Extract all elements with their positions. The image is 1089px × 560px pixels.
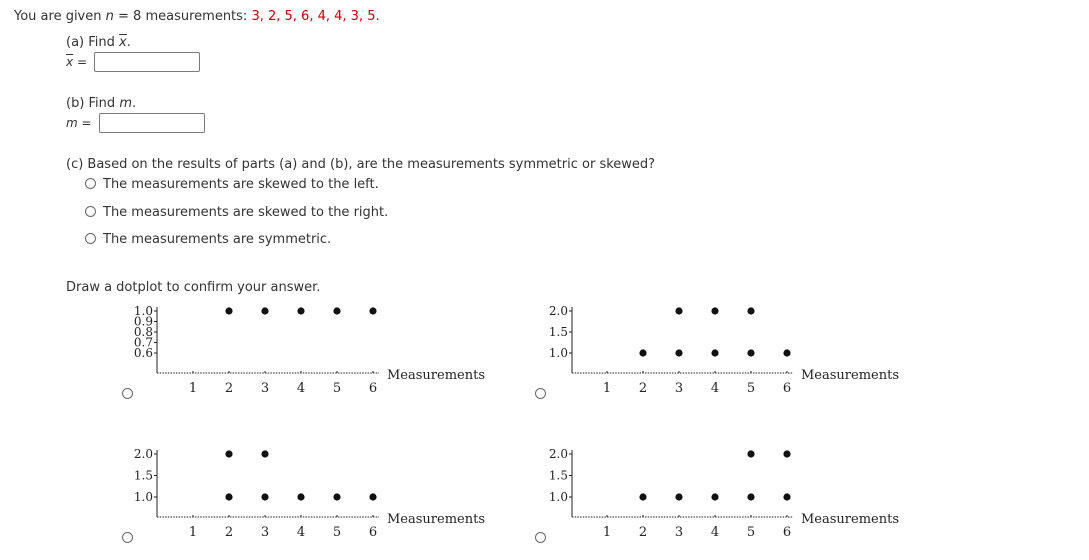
x-tick-label: 6 <box>782 381 792 396</box>
part-a-var: $\overline{x}$ <box>119 35 127 50</box>
statement-prefix: You are given <box>14 9 102 24</box>
part-b-period: . <box>131 96 137 111</box>
y-tick-label: 0.6 <box>133 346 153 360</box>
y-tick-label: 2.0 <box>548 447 568 461</box>
y-tick-label: 0.9 <box>133 314 153 329</box>
x-tick-label: 1 <box>602 381 612 396</box>
xbar-field-eq: = <box>76 55 87 69</box>
x-tick-label: 3 <box>674 525 684 540</box>
x-axis-label: Measurements <box>387 512 485 527</box>
x-tick-label: 3 <box>674 381 684 396</box>
x-tick-label: 2 <box>638 525 648 540</box>
xbar-field-var: $\overline{x}$ <box>66 55 74 69</box>
x-tick-label: 4 <box>296 525 306 540</box>
median-field-eq: = <box>81 116 92 130</box>
x-tick-label: 1 <box>188 525 198 540</box>
y-tick-label: 0.8 <box>133 325 153 339</box>
x-tick-label: 5 <box>332 381 342 396</box>
x-tick-label: 2 <box>638 381 648 396</box>
part-c-question: (c) Based on the results of parts (a) and (b), are the measurements symmetric or skewed? <box>66 157 656 172</box>
option-symmetric-label[interactable]: The measurements are symmetric. <box>103 232 332 247</box>
dot <box>747 450 754 457</box>
y-tick-label: 1.0 <box>548 490 568 504</box>
dot <box>675 493 682 500</box>
x-tick-label: 3 <box>260 381 270 396</box>
median-field-var: m <box>66 116 78 130</box>
option-skewed-right-label[interactable]: The measurements are skewed to the right. <box>103 205 389 220</box>
x-axis-label: Measurements <box>387 368 485 383</box>
x-tick-label: 2 <box>224 381 234 396</box>
y-tick-label: 1.5 <box>548 325 568 339</box>
dot <box>711 493 718 500</box>
part-a-period: . <box>126 35 131 50</box>
x-tick-label: 4 <box>710 525 720 540</box>
x-tick-label: 6 <box>782 525 792 540</box>
x-axis-label: Measurements <box>801 512 899 527</box>
y-tick-label: 1.5 <box>133 468 153 483</box>
y-tick-label: 1.5 <box>548 468 568 483</box>
part-b-var: m <box>119 96 132 111</box>
x-tick-label: 1 <box>602 525 612 540</box>
x-tick-label: 6 <box>368 525 378 540</box>
y-tick-label: 1.0 <box>133 490 153 504</box>
measurement-values: 3, 2, 5, 6, 4, 4, 3, 5. <box>251 9 380 24</box>
dotplot-prompt: Draw a dotplot to confirm your answer. <box>66 280 321 295</box>
x-tick-label: 2 <box>224 525 234 540</box>
x-tick-label: 1 <box>188 381 198 396</box>
n-variable: n <box>105 9 114 24</box>
y-tick-label: 1.0 <box>133 304 153 318</box>
x-tick-label: 5 <box>746 525 756 540</box>
x-tick-label: 3 <box>260 525 270 540</box>
part-a-text: (a) Find <box>66 35 115 50</box>
x-axis-label: Measurements <box>801 368 899 383</box>
option-skewed-left-label[interactable]: The measurements are skewed to the left. <box>103 177 379 192</box>
y-tick-label: 2.0 <box>548 304 568 318</box>
y-tick-label: 2.0 <box>133 447 153 461</box>
dot <box>783 493 790 500</box>
x-tick-label: 4 <box>710 381 720 396</box>
x-tick-label: 5 <box>746 381 756 396</box>
dot <box>639 493 646 500</box>
x-tick-label: 5 <box>332 525 342 540</box>
dot <box>747 493 754 500</box>
statement-count: = 8 measurements: <box>118 9 248 24</box>
y-tick-label: 0.7 <box>133 335 153 350</box>
y-tick-label: 1.0 <box>548 346 568 360</box>
part-b-text: (b) Find <box>66 96 116 111</box>
dot <box>783 450 790 457</box>
x-tick-label: 4 <box>296 381 306 396</box>
x-tick-label: 6 <box>368 381 378 396</box>
